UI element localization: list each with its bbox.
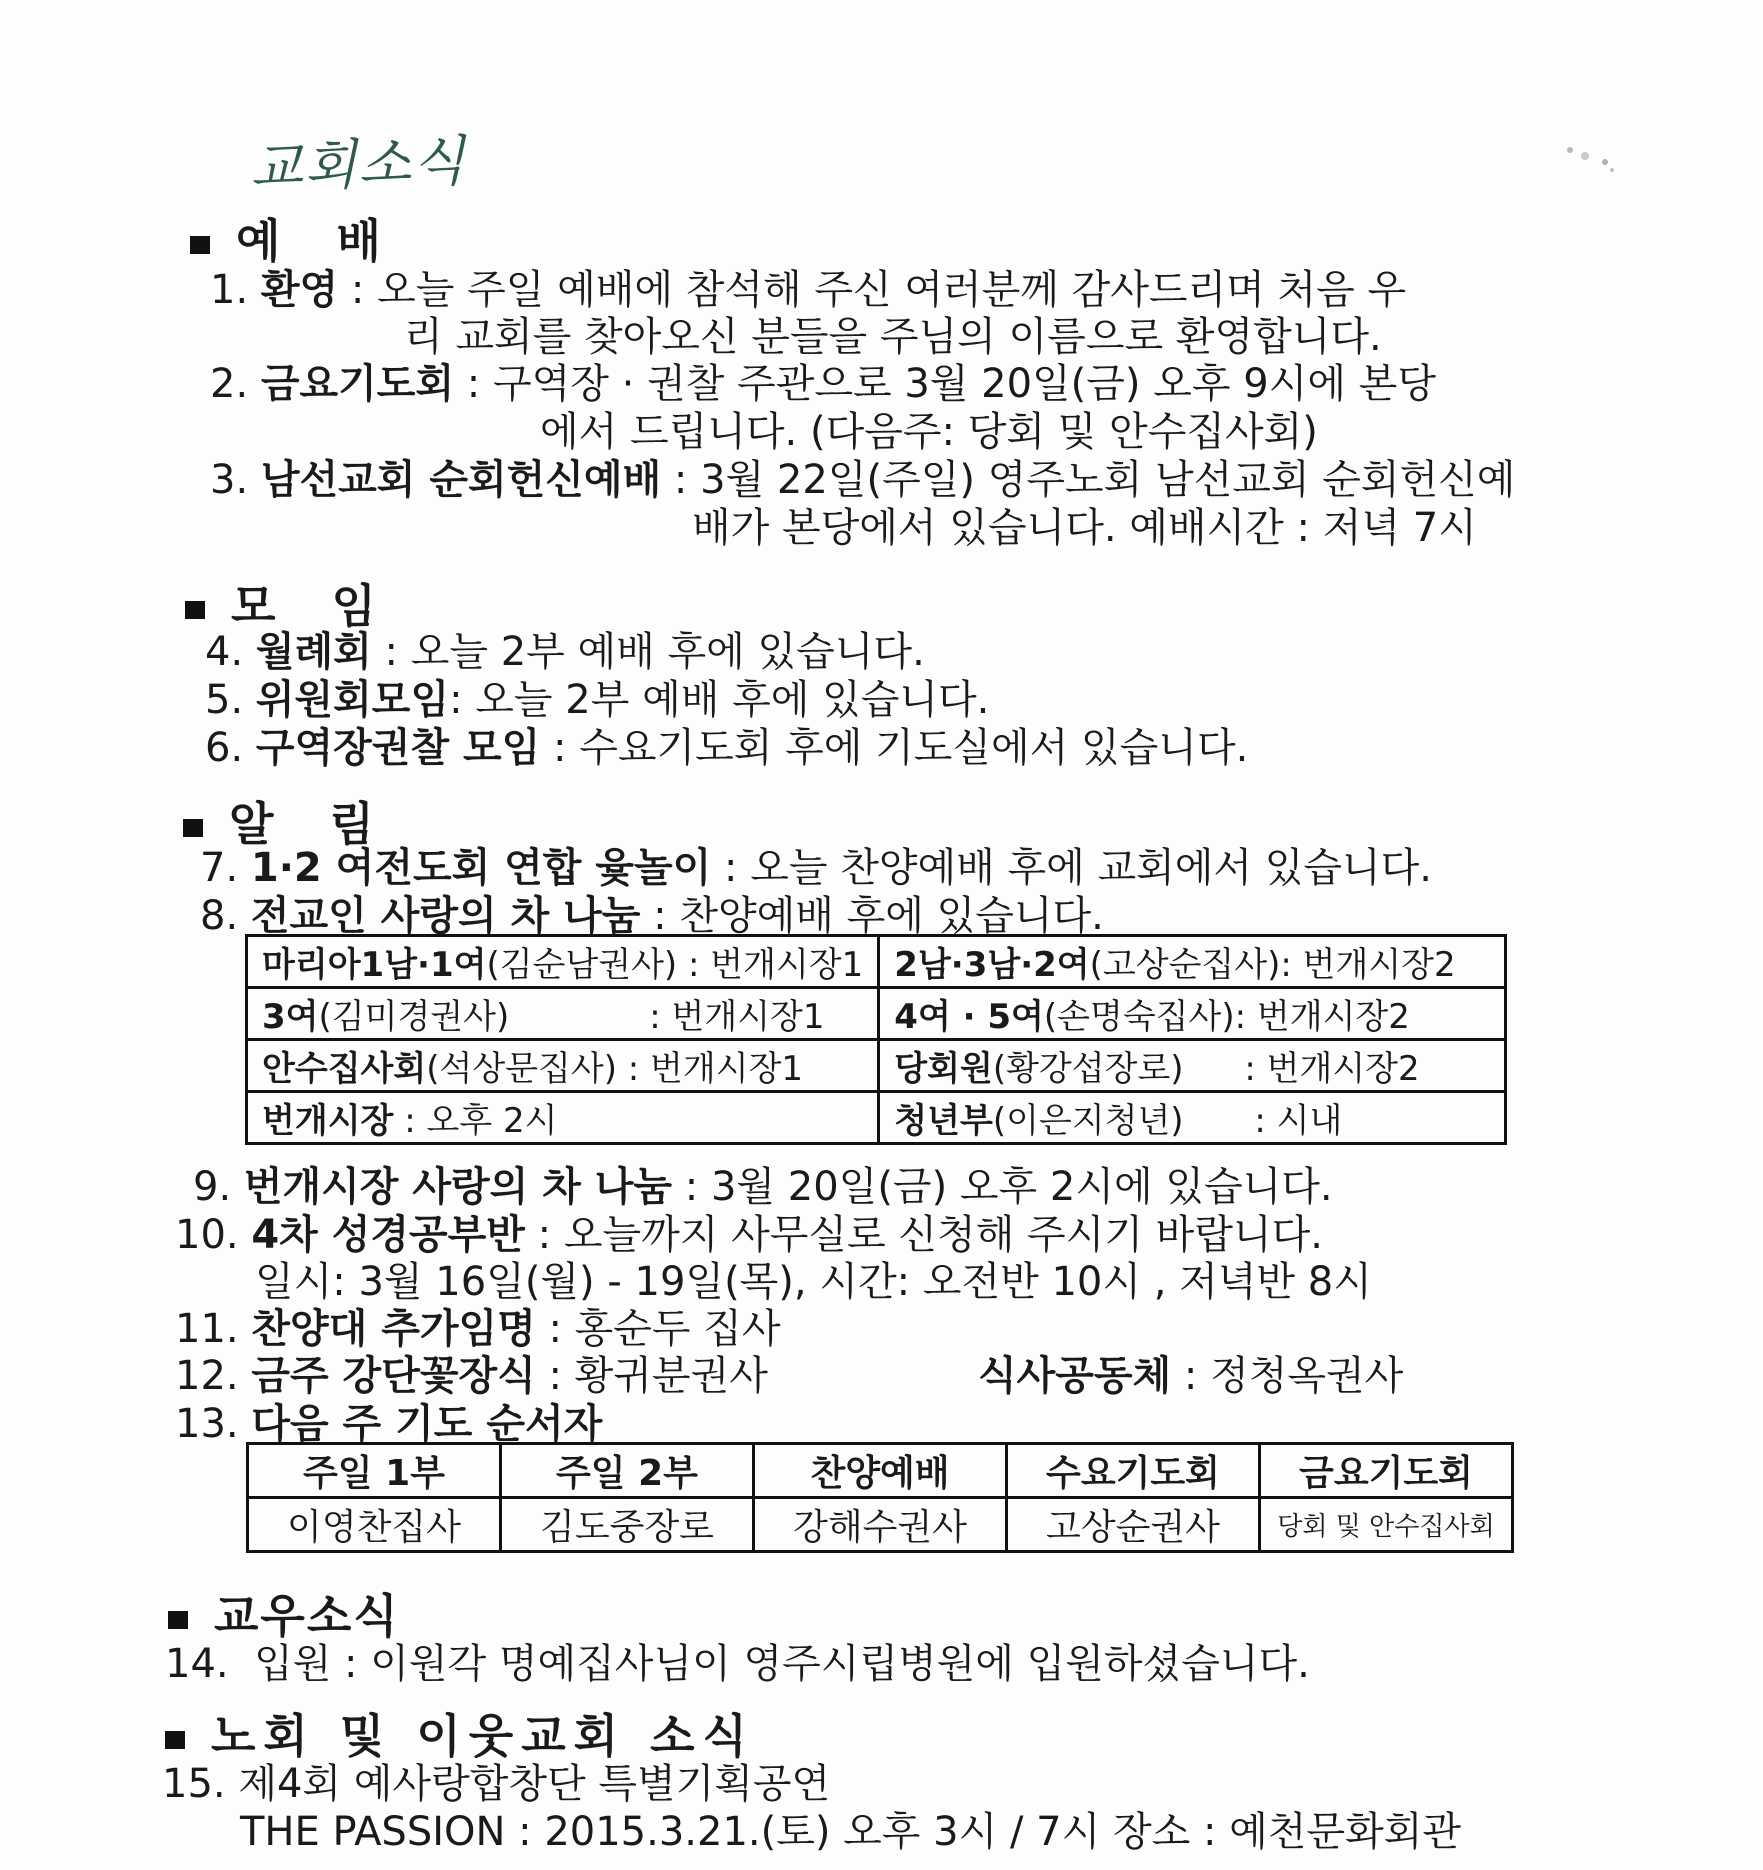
item-10: 10. 4차 성경공부반 : 오늘까지 사무실로 신청해 주시기 바랍니다.	[175, 1212, 1323, 1258]
table-cell: 당회원(황강섭장로) : 번개시장2	[879, 1040, 1506, 1092]
table-header-cell: 찬양예배	[754, 1444, 1007, 1498]
table-cell: 번개시장 : 오후 2시	[247, 1092, 879, 1144]
item-12: 12. 금주 강단꽃장식 : 황귀분권사	[175, 1353, 768, 1399]
section-notice: 알 림	[183, 788, 394, 854]
table-row	[247, 1092, 1506, 1144]
section-meeting: 모 임	[185, 570, 396, 636]
table-cell: 3여(김미경권사) : 번개시장1	[247, 988, 879, 1040]
table-cell: 2남·3남·2여(고상순집사): 번개시장2	[879, 936, 1506, 988]
item-15: 15. 제4회 예사랑합창단 특별기획공연	[162, 1761, 831, 1807]
item-8: 8. 전교인 사랑의 차 나눔 : 찬양예배 후에 있습니다.	[200, 893, 1104, 939]
table-header-cell: 주일 1부	[248, 1444, 501, 1498]
item-4: 4. 월례회 : 오늘 2부 예배 후에 있습니다.	[205, 629, 925, 675]
item-12-meal: 식사공동체 : 정청옥권사	[978, 1353, 1404, 1399]
table-header-row	[248, 1444, 1513, 1498]
tea-sharing-table	[245, 934, 1507, 1145]
table-row	[248, 1498, 1513, 1552]
table-cell: 이영찬집사	[248, 1498, 501, 1552]
table-header-cell: 금요기도회	[1260, 1444, 1513, 1498]
item-2: 2. 금요기도회 : 구역장 · 권찰 주관으로 3월 20일(금) 오후 9시에 본당	[210, 361, 1436, 407]
table-cell: 안수집사회(석상문집사) : 번개시장1	[247, 1040, 879, 1092]
item-5: 5. 위원회모임: 오늘 2부 예배 후에 있습니다.	[205, 677, 990, 723]
item-2-cont: 에서 드립니다. (다음주: 당회 및 안수집사회)	[540, 409, 1318, 455]
item-1-cont: 리 교회를 찾아오신 분들을 주님의 이름으로 환영합니다.	[404, 314, 1382, 360]
table-cell: 마리아1남·1여(김순남권사) : 번개시장1	[247, 936, 879, 988]
section-presbytery: 노회 및 이웃교회 소식	[165, 1700, 755, 1766]
bullet-square-icon	[185, 601, 205, 619]
item-3: 3. 남선교회 순회헌신예배 : 3월 22일(주일) 영주노회 남선교회 순회헌신예	[210, 457, 1516, 503]
item-3-cont: 배가 본당에서 있습니다. 예배시간 : 저녁 7시	[692, 505, 1477, 551]
item-11: 11. 찬양대 추가임명 : 홍순두 집사	[175, 1306, 781, 1352]
section-worship: 예 배	[190, 205, 401, 271]
table-cell: 당회 및 안수집사회	[1260, 1498, 1513, 1552]
item-1: 1. 환영 : 오늘 주일 예배에 참석해 주신 여러분께 감사드리며 처음 우	[210, 267, 1407, 313]
table-row	[247, 1040, 1506, 1092]
table-cell: 청년부(이은지청년) : 시내	[879, 1092, 1506, 1144]
bullet-square-icon	[183, 819, 203, 837]
ink-speck-decoration	[1560, 140, 1620, 180]
table-cell: 고상순권사	[1007, 1498, 1260, 1552]
table-header-cell: 수요기도회	[1007, 1444, 1260, 1498]
item-14: 14. 입원 : 이원각 명예집사님이 영주시립병원에 입원하셨습니다.	[165, 1641, 1310, 1687]
item-9: 9. 번개시장 사랑의 차 나눔 : 3월 20일(금) 오후 2시에 있습니다.	[193, 1164, 1333, 1210]
item-6: 6. 구역장권찰 모임 : 수요기도회 후에 기도실에서 있습니다.	[205, 725, 1249, 771]
item-13: 13. 다음 주 기도 순서자	[175, 1401, 603, 1447]
item-10-cont: 일시: 3월 16일(월) - 19일(목), 시간: 오전반 10시 , 저녁반 8시	[255, 1259, 1372, 1305]
table-cell: 4여 · 5여(손명숙집사): 번개시장2	[879, 988, 1506, 1040]
bullet-square-icon	[190, 236, 210, 254]
bullet-square-icon	[165, 1731, 185, 1749]
item-7: 7. 1·2 여전도회 연합 윷놀이 : 오늘 찬양예배 후에 교회에서 있습니다.	[200, 845, 1433, 891]
table-header-cell: 주일 2부	[501, 1444, 754, 1498]
section-members: 교우소식	[168, 1580, 400, 1646]
table-row	[247, 988, 1506, 1040]
item-15-cont: THE PASSION : 2015.3.21.(토) 오후 3시 / 7시 장소 : 예천문화회관	[240, 1809, 1461, 1855]
table-cell: 김도중장로	[501, 1498, 754, 1552]
bullet-square-icon	[168, 1611, 188, 1629]
prayer-order-table	[246, 1442, 1514, 1553]
table-cell: 강해수권사	[754, 1498, 1007, 1552]
page-title: 교회소식	[249, 129, 468, 200]
table-row	[247, 936, 1506, 988]
